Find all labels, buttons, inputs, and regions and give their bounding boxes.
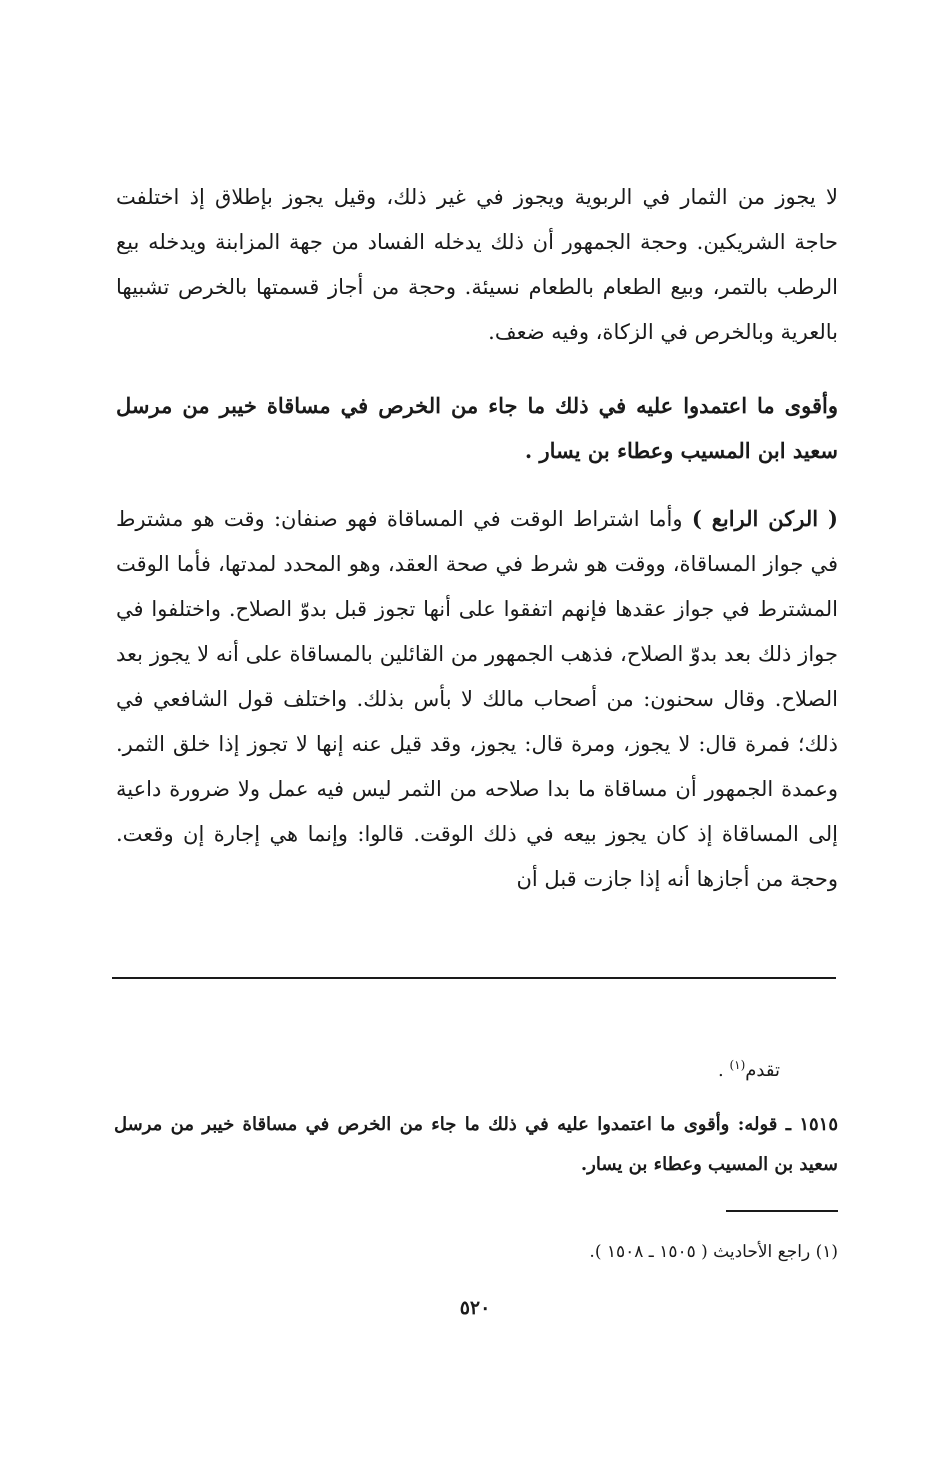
fourth-pillar-heading: ( الركن الرابع ): [691, 506, 838, 531]
continued-word: تقدم: [745, 1060, 780, 1081]
main-divider-line: [112, 977, 836, 979]
footnote-divider-line: [726, 1210, 838, 1212]
footnote-marker: (١): [729, 1058, 746, 1072]
paragraph-division-of-fruits: لا يجوز من الثمار في الربوية ويجوز في غير ذلك، وقيل يجوز بإطلاق إذ اختلفت حاجة الشريكين. وحجة الجمهور أن ذلك يدخله الفساد من جهة المزابنة ويدخله بيع الرطب بالتمر، وبيع الطعام بالطعام نسيئة. وحجة من أجاز قسمتها بالخرص تشبيها بالعرية وبالخرص في الزكاة، وفيه ضعف.: [116, 185, 838, 344]
paragraph-fourth-pillar: [116, 496, 838, 902]
fourth-pillar-text: وأما اشتراط الوقت في المساقاة فهو صنفان: وقت هو مشترط في جواز المساقاة، ووقت هو شرط في صحة العقد، وهو المحدد لمدتها، فأما الوقت المشترط في جواز عقدها فإنهم اتفقوا على أنها تجوز قبل بدوّ الصلاح. واختلفوا في جواز ذلك بعد بدوّ الصلاح، فذهب الجمهور من القائلين بالمساقاة على أنه لا يجوز بعد الصلاح. وقال سحنون: من أصحاب مالك لا بأس بذلك. واختلف قول الشافعي في ذلك؛ فمرة قال: لا يجوز، ومرة قال: يجوز، وقد قيل عنه إنها لا تجوز إذا خلق الثمر. وعمدة الجمهور أن مساقاة ما بدا صلاحه من الثمر ليس فيه عمل ولا ضرورة داعية إلى المساقاة إذ كان يجوز بيعه في ذلك الوقت. قالوا: وإنما هي إجارة إن وقعت. وحجة من أجازها أنه إذا جازت قبل أن: [116, 507, 838, 891]
page-number: ٥٢٠: [459, 1297, 491, 1319]
continued-period: .: [717, 1060, 724, 1081]
commentary-1515: ١٥١٥ ـ قوله: وأقوى ما اعتمدوا عليه في ذلك ما جاء من الخرص في مساقاة خيبر من مرسل سعيد بن المسيب وعطاء بن يسار.: [114, 1114, 838, 1175]
paragraph-khaybar-evidence: وأقوى ما اعتمدوا عليه في ذلك ما جاء من الخرص في مساقاة خيبر من مرسل سعيد ابن المسيب وعطاء بن يسار .: [116, 393, 838, 463]
continued-text: [718, 1050, 780, 1086]
footnote-1: (١) راجع الأحاديث ( ١٥٠٥ ـ ١٥٠٨ ).: [589, 1242, 838, 1262]
